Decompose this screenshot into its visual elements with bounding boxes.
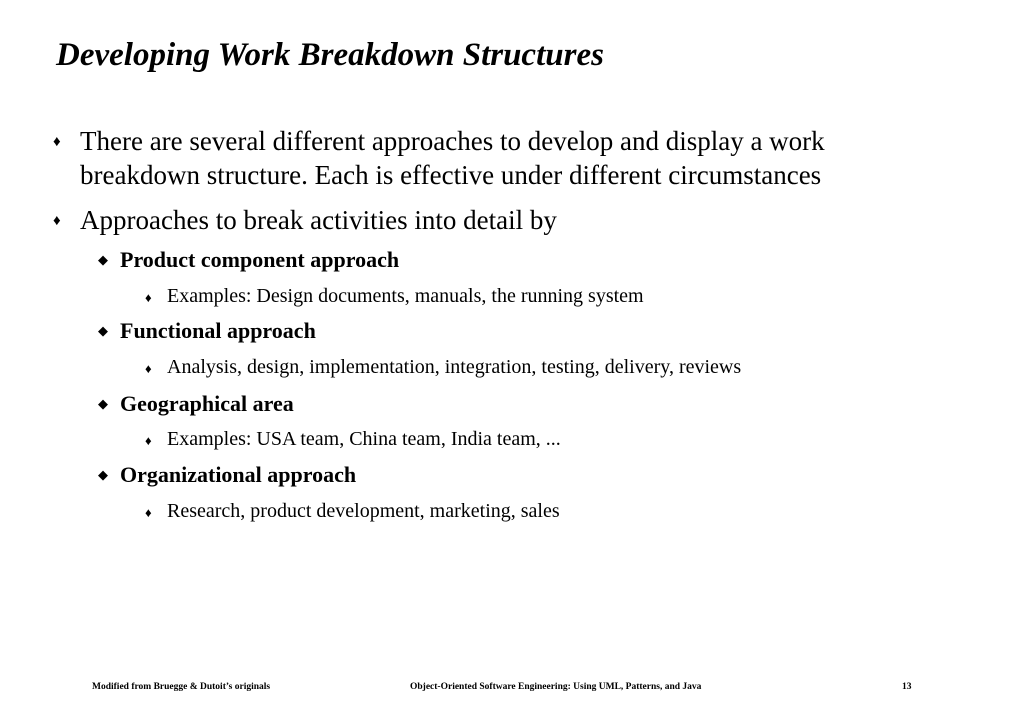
footer-attribution: Modified from Bruegge & Dutoit’s originals bbox=[92, 682, 271, 692]
diamond-bullet-icon: ◆ bbox=[98, 467, 108, 482]
diamond-bullet-icon: ♦ bbox=[145, 433, 152, 448]
bullet-text-line: breakdown structure. Each is effective under different circumstances bbox=[80, 160, 822, 190]
bullet-text-line: There are several different approaches to develop and display a work bbox=[80, 126, 825, 156]
diamond-bullet-icon: ◆ bbox=[98, 323, 108, 338]
bullet-text: Approaches to break activities into detail by bbox=[80, 205, 557, 235]
diamond-bullet-icon: ♦ bbox=[53, 213, 61, 229]
diamond-bullet-icon: ◆ bbox=[98, 252, 108, 267]
diamond-bullet-icon: ♦ bbox=[53, 134, 61, 150]
subsubbullet-text: Examples: Design documents, manuals, the running system bbox=[167, 285, 644, 307]
subsubbullet-geographical-examples bbox=[145, 426, 561, 452]
bullet-item-several-approaches bbox=[53, 124, 825, 192]
subsubbullet-text: Examples: USA team, China team, India team, ... bbox=[167, 428, 561, 450]
subbullet-text: Organizational approach bbox=[120, 462, 357, 487]
subsubbullet-text: Analysis, design, implementation, integration, testing, delivery, reviews bbox=[167, 356, 742, 378]
diamond-bullet-icon: ♦ bbox=[145, 290, 152, 305]
slide-title: Developing Work Breakdown Structures bbox=[56, 37, 604, 73]
subbullet-text: Product component approach bbox=[120, 247, 400, 272]
diamond-bullet-icon: ♦ bbox=[145, 361, 152, 376]
subbullet-geographical bbox=[98, 390, 294, 418]
subbullet-text: Functional approach bbox=[120, 318, 316, 343]
footer-book-title: Object-Oriented Software Engineering: Using UML, Patterns, and Java bbox=[410, 682, 702, 692]
bullet-item-break-activities bbox=[53, 203, 557, 237]
subbullet-organizational bbox=[98, 461, 357, 489]
diamond-bullet-icon: ◆ bbox=[98, 396, 108, 411]
subsubbullet-text: Research, product development, marketing, sales bbox=[167, 500, 560, 522]
subbullet-text: Geographical area bbox=[120, 391, 294, 416]
subsubbullet-organizational-examples bbox=[145, 498, 560, 524]
diamond-bullet-icon: ♦ bbox=[145, 505, 152, 520]
subsubbullet-product-examples bbox=[145, 283, 644, 309]
subbullet-functional bbox=[98, 317, 316, 345]
footer-page-number: 13 bbox=[902, 682, 912, 692]
subbullet-product-component bbox=[98, 246, 400, 274]
subsubbullet-functional-examples bbox=[145, 354, 742, 380]
